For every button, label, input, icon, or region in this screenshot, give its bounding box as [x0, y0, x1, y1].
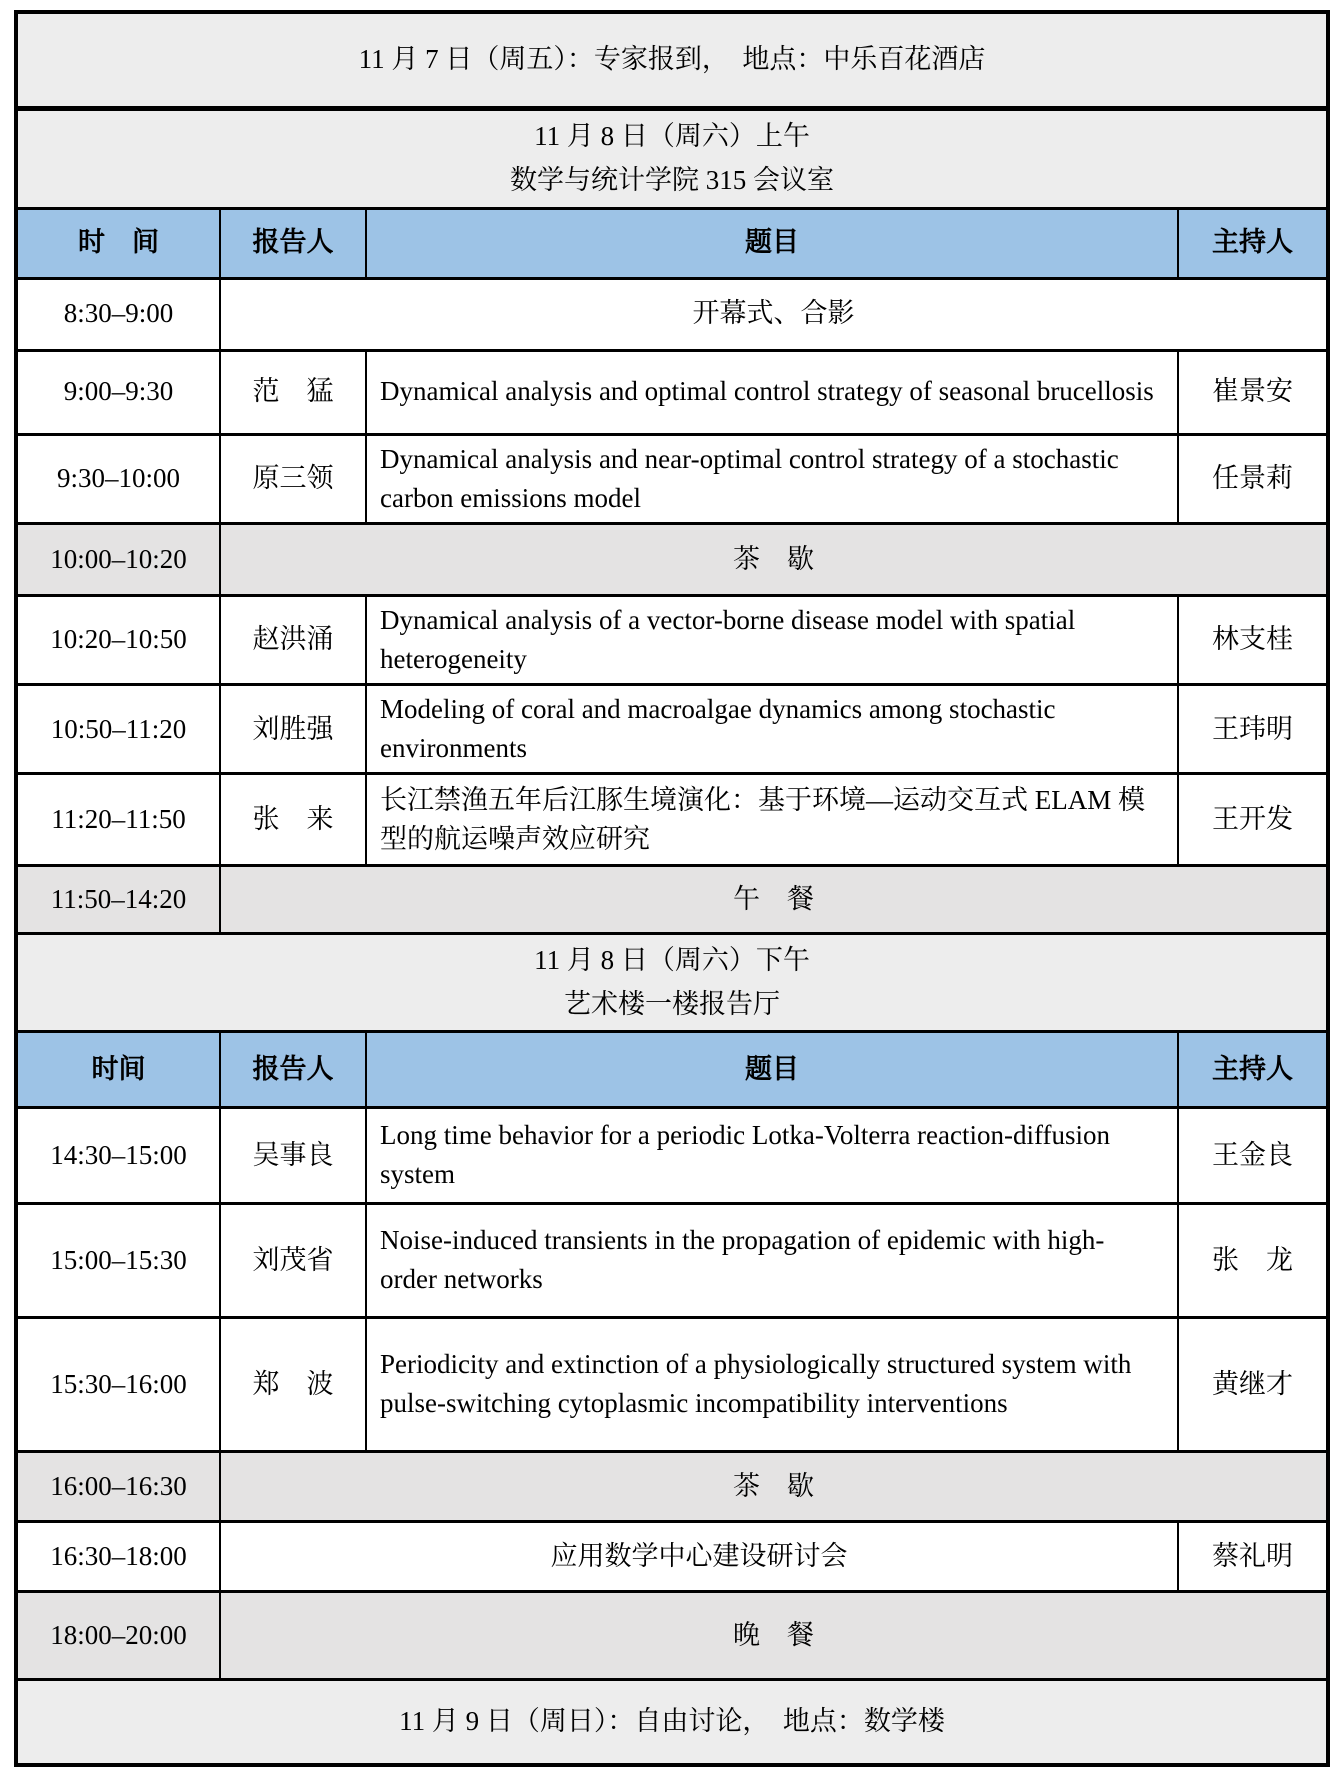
col-header-speaker: 报告人	[220, 208, 366, 278]
chair-cell: 王玮明	[1178, 685, 1328, 774]
schedule-row-break	[16, 1451, 1328, 1521]
title-cell: Periodicity and extinction of a physiologically structured system with pulse-switching cytoplasmic incompatibility interventions	[366, 1317, 1178, 1451]
speaker-cell: 赵洪涌	[220, 595, 366, 684]
time-cell: 10:50–11:20	[16, 685, 220, 774]
chair-cell: 张 龙	[1178, 1203, 1328, 1317]
time-cell: 15:00–15:30	[16, 1203, 220, 1317]
day3-footer: 11 月 9 日（周日）：自由讨论， 地点：数学楼	[16, 1679, 1328, 1765]
chair-cell: 黄继才	[1178, 1317, 1328, 1451]
day2-morning-header-row	[16, 108, 1328, 208]
schedule-row-talk	[16, 685, 1328, 774]
time-cell: 10:20–10:50	[16, 595, 220, 684]
col-header-chair: 主持人	[1178, 1031, 1328, 1107]
speaker-cell: 吴事良	[220, 1107, 366, 1203]
chair-cell: 林支桂	[1178, 595, 1328, 684]
chair-cell: 崔景安	[1178, 350, 1328, 434]
event-cell: 开幕式、合影	[220, 278, 1328, 350]
speaker-cell: 刘茂省	[220, 1203, 366, 1317]
event-cell: 茶 歇	[220, 1451, 1328, 1521]
title-cell: Noise-induced transients in the propagation of epidemic with high-order networks	[366, 1203, 1178, 1317]
title-cell: Dynamical analysis of a vector-borne disease model with spatial heterogeneity	[366, 595, 1178, 684]
time-cell: 15:30–16:00	[16, 1317, 220, 1451]
day2-morning-header	[16, 108, 1328, 208]
time-cell: 9:00–9:30	[16, 350, 220, 434]
schedule-row-talk	[16, 1107, 1328, 1203]
speaker-cell: 张 来	[220, 774, 366, 866]
schedule-row-talk	[16, 350, 1328, 434]
morning-column-header-row	[16, 208, 1328, 278]
title-cell: Modeling of coral and macroalgae dynamics among stochastic environments	[366, 685, 1178, 774]
col-header-title: 题目	[366, 208, 1178, 278]
speaker-cell: 原三领	[220, 434, 366, 523]
event-cell: 茶 歇	[220, 523, 1328, 595]
title-cell: Long time behavior for a periodic Lotka-Volterra reaction-diffusion system	[366, 1107, 1178, 1203]
schedule-row-dinner	[16, 1591, 1328, 1679]
schedule-row-opening	[16, 278, 1328, 350]
time-cell: 18:00–20:00	[16, 1591, 220, 1679]
chair-cell: 王开发	[1178, 774, 1328, 866]
speaker-cell: 范 猛	[220, 350, 366, 434]
title-cell: 长江禁渔五年后江豚生境演化：基于环境—运动交互式 ELAM 模型的航运噪声效应研究	[366, 774, 1178, 866]
schedule-row-talk	[16, 1203, 1328, 1317]
time-cell: 14:30–15:00	[16, 1107, 220, 1203]
event-cell: 午 餐	[220, 866, 1328, 934]
speaker-cell: 郑 波	[220, 1317, 366, 1451]
day2-morning-venue: 数学与统计学院 315 会议室	[510, 164, 834, 195]
time-cell: 11:20–11:50	[16, 774, 220, 866]
col-header-chair: 主持人	[1178, 208, 1328, 278]
col-header-time: 时 间	[16, 208, 220, 278]
day2-afternoon-date: 11 月 8 日（周六）下午	[534, 945, 810, 976]
chair-cell: 蔡礼明	[1178, 1521, 1328, 1591]
day1-header: 11 月 7 日（周五）：专家报到， 地点：中乐百花酒店	[16, 12, 1328, 108]
speaker-cell: 刘胜强	[220, 685, 366, 774]
schedule-row-talk	[16, 1317, 1328, 1451]
col-header-time: 时间	[16, 1031, 220, 1107]
schedule-row-seminar	[16, 1521, 1328, 1591]
title-cell: Dynamical analysis and near-optimal control strategy of a stochastic carbon emissions model	[366, 434, 1178, 523]
col-header-title: 题目	[366, 1031, 1178, 1107]
time-cell: 11:50–14:20	[16, 866, 220, 934]
day2-afternoon-venue: 艺术楼一楼报告厅	[564, 988, 780, 1019]
time-cell: 16:30–18:00	[16, 1521, 220, 1591]
time-cell: 9:30–10:00	[16, 434, 220, 523]
time-cell: 8:30–9:00	[16, 278, 220, 350]
time-cell: 10:00–10:20	[16, 523, 220, 595]
chair-cell: 任景莉	[1178, 434, 1328, 523]
time-cell: 16:00–16:30	[16, 1451, 220, 1521]
schedule-row-lunch	[16, 866, 1328, 934]
event-cell: 应用数学中心建设研讨会	[220, 1521, 1178, 1591]
col-header-speaker: 报告人	[220, 1031, 366, 1107]
day2-morning-date: 11 月 8 日（周六）上午	[534, 121, 810, 152]
day1-header-row	[16, 12, 1328, 108]
title-cell: Dynamical analysis and optimal control strategy of seasonal brucellosis	[366, 350, 1178, 434]
schedule-row-talk	[16, 774, 1328, 866]
afternoon-column-header-row	[16, 1031, 1328, 1107]
schedule-row-talk	[16, 434, 1328, 523]
schedule-row-break	[16, 523, 1328, 595]
chair-cell: 王金良	[1178, 1107, 1328, 1203]
event-cell: 晚 餐	[220, 1591, 1328, 1679]
day3-footer-row	[16, 1679, 1328, 1765]
day2-afternoon-header-row	[16, 934, 1328, 1031]
schedule-table	[14, 10, 1330, 1767]
schedule-row-talk	[16, 595, 1328, 684]
day2-afternoon-header	[16, 934, 1328, 1031]
